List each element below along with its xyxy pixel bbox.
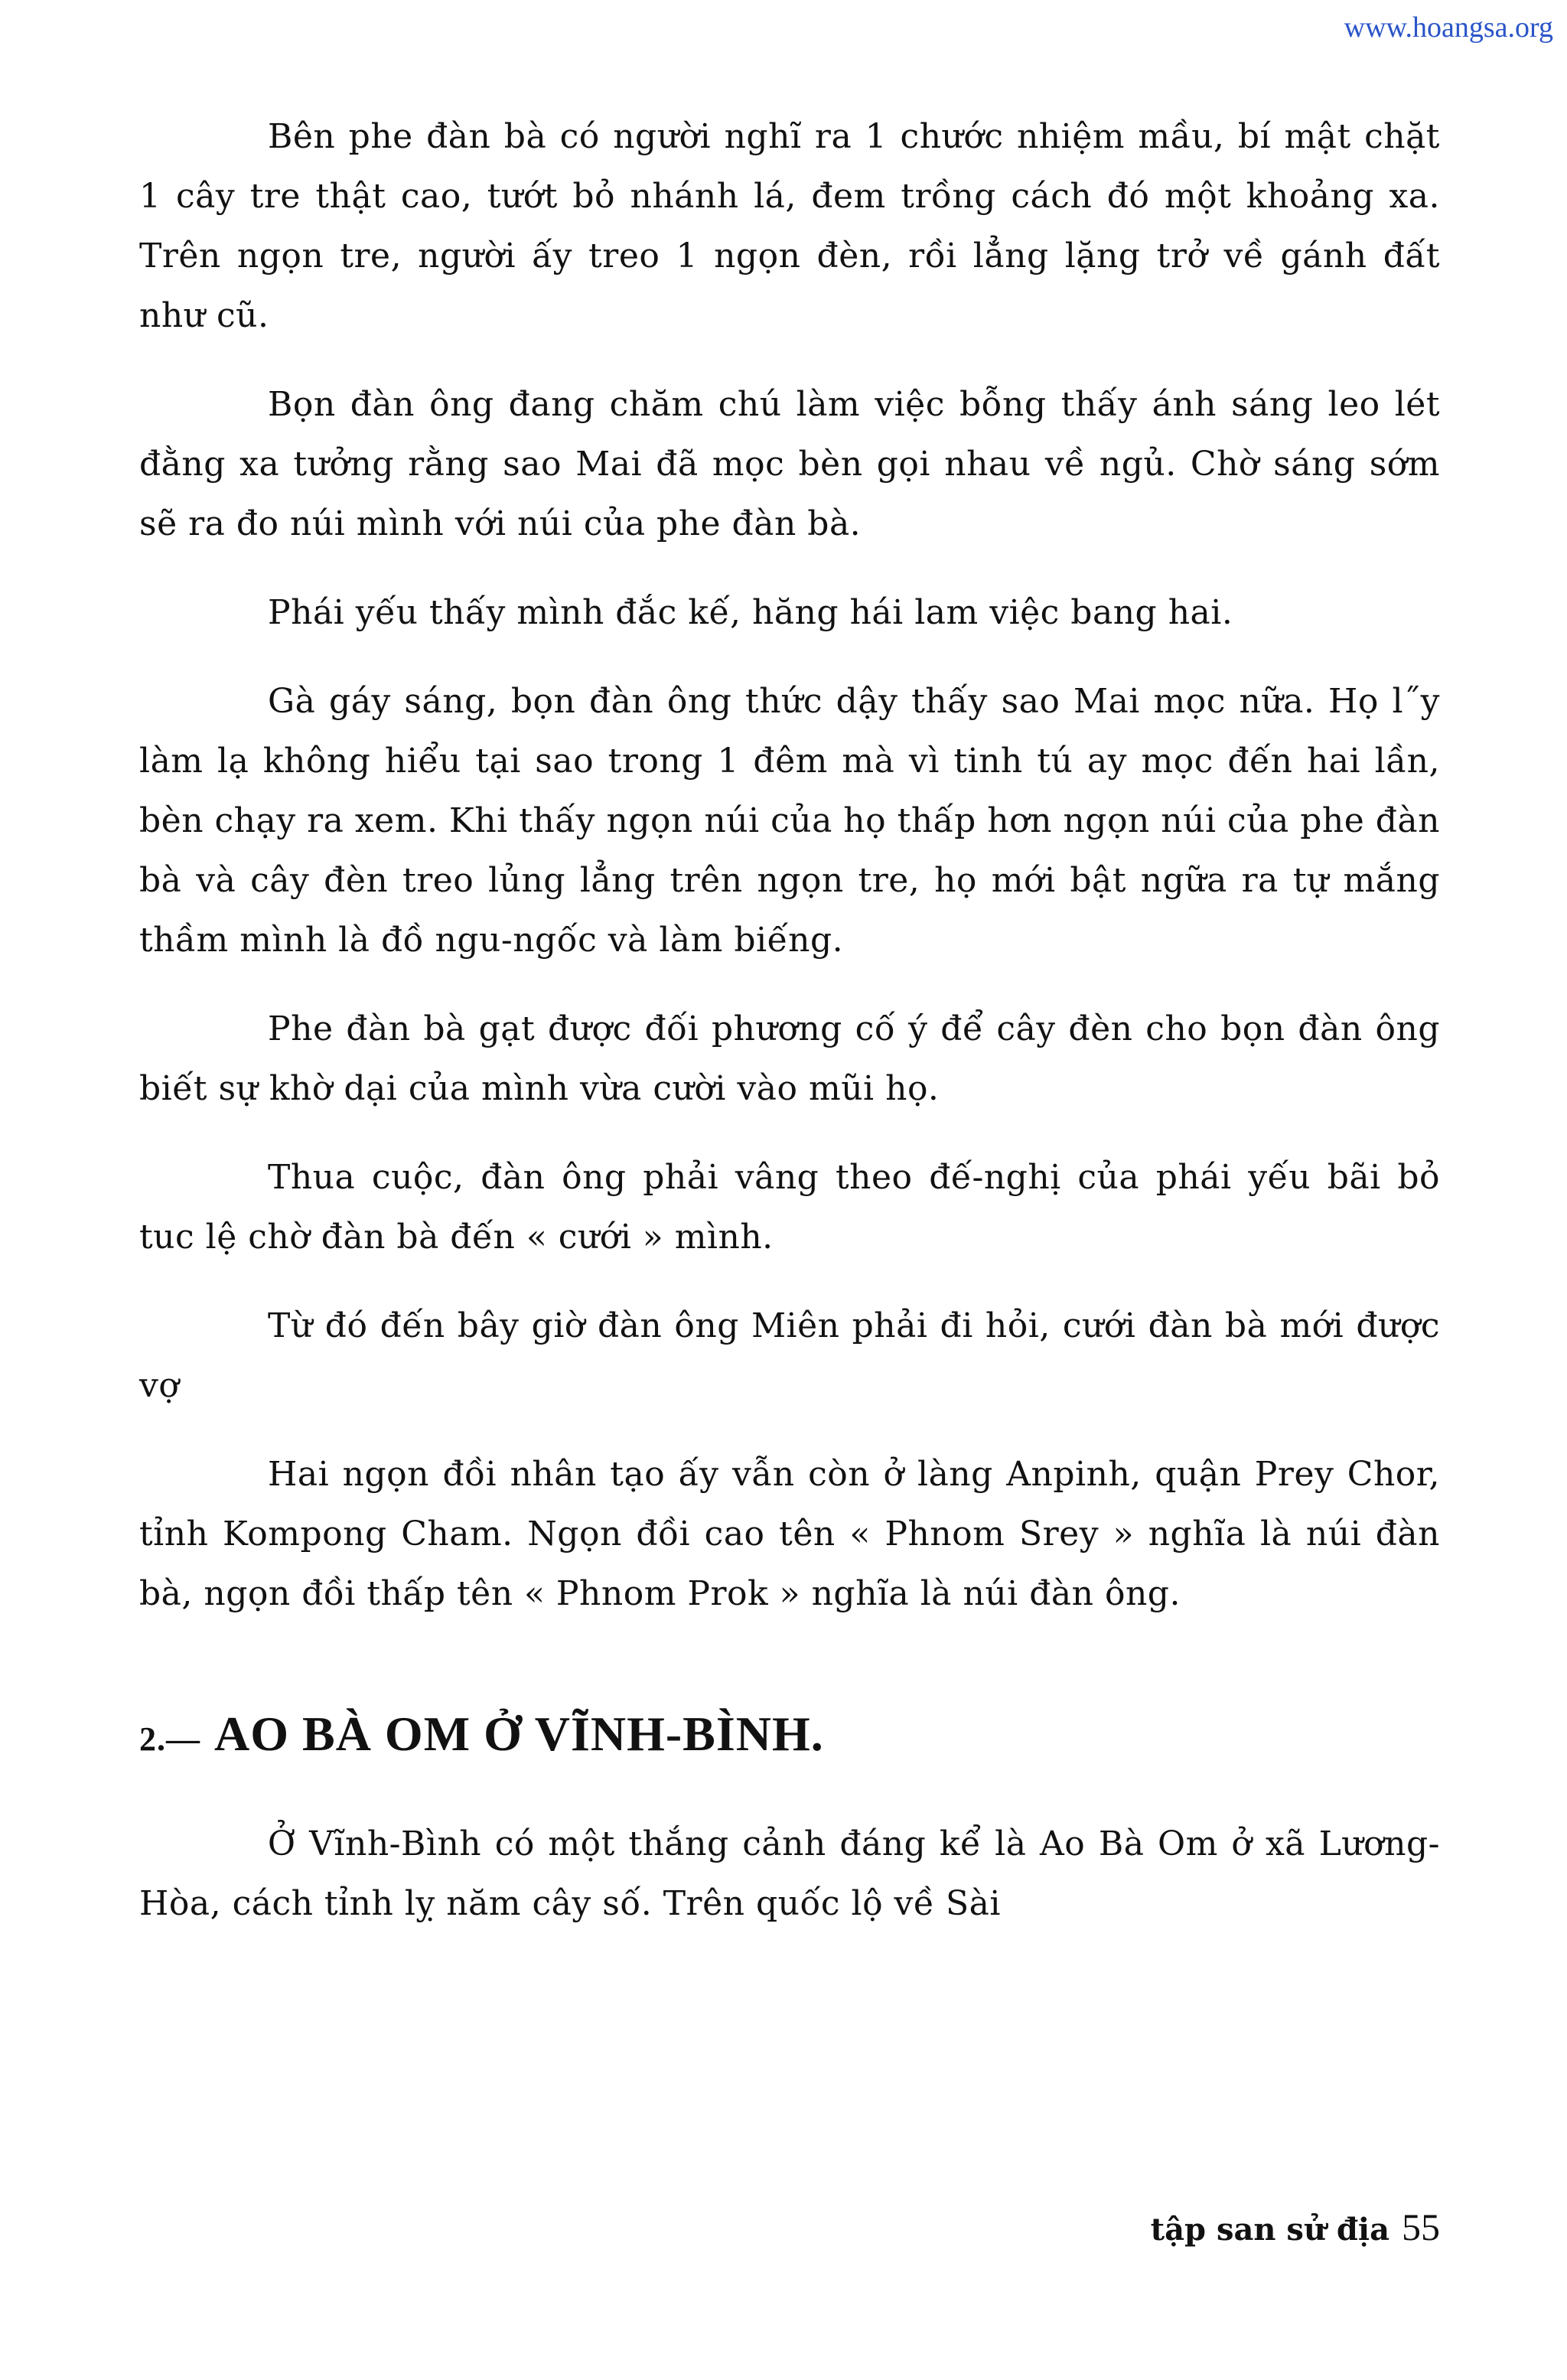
section-heading	[139, 1703, 1440, 1770]
journal-name: tập san sử địa	[1150, 2212, 1389, 2248]
paragraph: Phe đàn bà gạt được đối phương cố ý để cây đèn cho bọn đàn ông biết sự khờ dại của mình vừa cười vào mũi họ.	[139, 1009, 1440, 1108]
section-title: AO BÀ OM Ở VĨNH-BÌNH.	[214, 1707, 824, 1761]
paragraph: Hai ngọn đồi nhân tạo ấy vẫn còn ở làng Anpinh, quận Prey Chor, tỉnh Kompong Cham. Ngọn đồi cao tên « Phnom Srey » nghĩa là núi đàn bà, ngọn đồi thấp tên « Phnom Prok » nghĩa là núi đàn ông.	[139, 1455, 1440, 1613]
site-link[interactable]: www.hoangsa.org	[1344, 11, 1553, 44]
section-number: 2.—	[139, 1720, 200, 1758]
page-footer	[1151, 2204, 1440, 2253]
page-number: 55	[1402, 2206, 1440, 2248]
paragraph: Từ đó đến bây giờ đàn ông Miên phải đi hỏi, cưới đàn bà mới được vợ	[139, 1306, 1440, 1405]
page-body	[139, 107, 1440, 1963]
paragraph: Ở Vĩnh-Bình có một thắng cảnh đáng kể là Ao Bà Om ở xã Lương-Hòa, cách tỉnh lỵ năm cây số. Trên quốc lộ về Sài	[139, 1824, 1440, 1923]
paragraph: Phái yếu thấy mình đắc kế, hăng hái lam việc bang hai.	[268, 593, 1233, 632]
paragraph: Gà gáy sáng, bọn đàn ông thức dậy thấy sao Mai mọc nữa. Họ l˝y làm lạ không hiểu tại sao trong 1 đêm mà vì tinh tú ay mọc đến hai lần, bèn chạy ra xem. Khi thấy ngọn núi của họ thấp hơn ngọn núi của phe đàn bà và cây đèn treo lủng lẳng trên ngọn tre, họ mới bật ngữa ra tự mắng thầm mình là đồ ngu-ngốc và làm biếng.	[139, 682, 1440, 960]
paragraph: Bọn đàn ông đang chăm chú làm việc bỗng thấy ánh sáng leo lét đằng xa tưởng rằng sao Mai đã mọc bèn gọi nhau về ngủ. Chờ sáng sớm sẽ ra đo núi mình với núi của phe đàn bà.	[139, 385, 1440, 543]
paragraph: Bên phe đàn bà có người nghĩ ra 1 chước nhiệm mầu, bí mật chặt 1 cây tre thật cao, tướt bỏ nhánh lá, đem trồng cách đó một khoảng xa. Trên ngọn tre, người ấy treo 1 ngọn đèn, rồi lẳng lặng trở về gánh đất như cũ.	[139, 117, 1440, 335]
paragraph: Thua cuộc, đàn ông phải vâng theo đế-nghị của phái yếu bãi bỏ tuc lệ chờ đàn bà đến « cưới » mình.	[139, 1158, 1440, 1257]
